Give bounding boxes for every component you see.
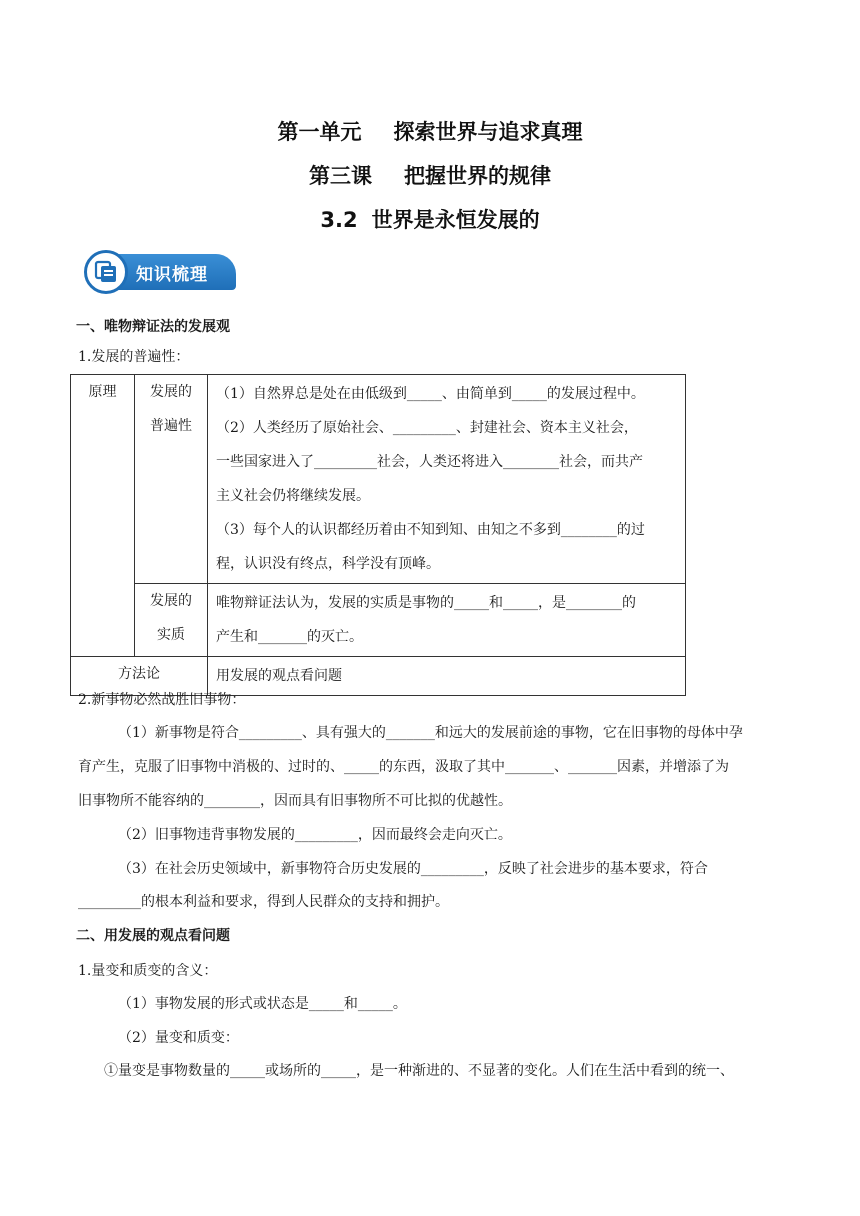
principle-label: 原理 xyxy=(88,384,117,400)
table-line: （1）自然界总是处在由低级到_____、由简单到_____的发展过程中。 xyxy=(216,386,645,402)
section1-sub1: 1.发展的普遍性： xyxy=(78,349,190,365)
document-stack-icon xyxy=(94,260,118,284)
essence-label-b: 实质 xyxy=(157,627,185,643)
table-line: 程，认识没有终点，科学没有顶峰。 xyxy=(216,556,440,572)
section1-heading: 一、唯物辩证法的发展观 xyxy=(76,319,230,335)
section-name: 世界是永恒发展的 xyxy=(371,208,540,232)
universality-label-b: 普遍性 xyxy=(150,418,192,434)
knowledge-badge xyxy=(84,250,240,294)
universality-label-a: 发展的 xyxy=(150,384,192,400)
paragraph-line: （2）旧事物违背事物发展的_________，因而最终会走向灭亡。 xyxy=(118,827,512,843)
section1-sub2: 2.新事物必然战胜旧事物： xyxy=(78,692,246,708)
lesson-title xyxy=(0,160,860,190)
paragraph-line: 育产生，克服了旧事物中消极的、过时的、_____的东西，汲取了其中_______、_______因素，并增添了为 xyxy=(78,759,729,775)
paragraph-line: 旧事物所不能容纳的________，因而具有旧事物所不可比拟的优越性。 xyxy=(78,793,512,809)
table-line: 一些国家进入了_________社会，人类还将进入________社会，而共产 xyxy=(216,454,643,470)
lesson-number: 第三课 xyxy=(309,164,372,188)
essence-label-cell xyxy=(135,584,208,657)
table-line: 产生和_______的灭亡。 xyxy=(216,629,363,645)
paragraph-line: （1）新事物是符合_________、具有强大的_______和远大的发展前途的事物，它在旧事物的母体中孕 xyxy=(118,725,743,741)
paragraph-line: （2）量变和质变： xyxy=(118,1030,239,1046)
table-line: （2）人类经历了原始社会、_________、封建社会、资本主义社会， xyxy=(216,420,638,436)
section2-heading: 二、用发展的观点看问题 xyxy=(76,928,230,944)
lesson-name: 把握世界的规律 xyxy=(404,164,551,188)
paragraph-line: ①量变是事物数量的_____或场所的_____，是一种渐进的、不显著的变化。人们在生活中看到的统一、 xyxy=(104,1063,734,1079)
paragraph-line: _________的根本利益和要求，得到人民群众的支持和拥护。 xyxy=(78,894,449,910)
development-table xyxy=(70,374,686,696)
method-label: 方法论 xyxy=(118,666,160,682)
table-line: 主义社会仍将继续发展。 xyxy=(216,488,370,504)
essence-label-a: 发展的 xyxy=(150,593,192,609)
method-content xyxy=(208,657,686,696)
section-number: 3.2 xyxy=(320,208,358,232)
table-line: 唯物辩证法认为，发展的实质是事物的_____和_____，是________的 xyxy=(216,595,636,611)
universality-label-cell xyxy=(135,375,208,584)
unit-number: 第一单元 xyxy=(277,120,362,144)
table-line: （3）每个人的认识都经历着由不知到知、由知之不多到________的过 xyxy=(216,522,645,538)
badge-circle xyxy=(84,250,128,294)
universality-content xyxy=(208,375,686,584)
method-label-cell xyxy=(71,657,208,696)
unit-title xyxy=(0,116,860,146)
method-text: 用发展的观点看问题 xyxy=(216,668,342,684)
unit-name: 探索世界与追求真理 xyxy=(393,120,583,144)
section-title xyxy=(0,204,860,234)
paragraph-line: （1）事物发展的形式或状态是_____和_____。 xyxy=(118,996,407,1012)
section2-sub1: 1.量变和质变的含义： xyxy=(78,963,218,979)
badge-label: 知识梳理 xyxy=(136,265,208,285)
paragraph-line: （3）在社会历史领域中，新事物符合历史发展的_________，反映了社会进步的基本要求，符合 xyxy=(118,861,708,877)
principle-cell xyxy=(71,375,135,657)
essence-content xyxy=(208,584,686,657)
